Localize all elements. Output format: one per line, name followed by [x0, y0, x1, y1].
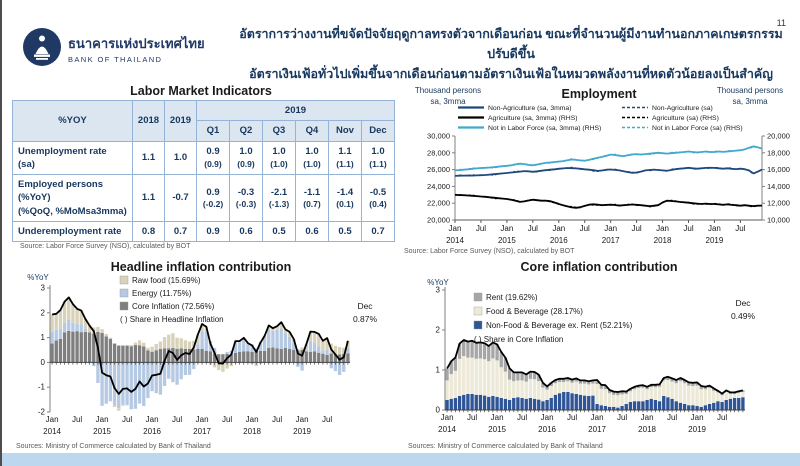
table-cell: 0.5 — [263, 222, 296, 242]
bank-logo — [22, 27, 62, 72]
bank-name-block — [68, 33, 205, 64]
svg-text:Not in Labor Force (sa) (RHS): Not in Labor Force (sa) (RHS) — [652, 125, 743, 132]
svg-text:28,000: 28,000 — [427, 148, 450, 158]
table-cell: 0.8 — [133, 222, 165, 242]
svg-text:Non-Agriculture (sa, 3mma): Non-Agriculture (sa, 3mma) — [488, 105, 572, 112]
table-title: Labor Market Indicators — [130, 84, 272, 98]
slide-title-line1: อัตราการว่างงานที่ขจัดปัจจัยฤดูกาลทรงตัวจากเดือนก่อน ขณะที่จำนวนผู้มีงานทำนอกภาคเกษตรกรรมปรับดีขึ้น — [239, 27, 783, 61]
svg-text:Jul: Jul — [716, 413, 728, 422]
table-cell: -1.1 (0.7) — [296, 175, 329, 222]
svg-text:%YoY: %YoY — [27, 273, 49, 282]
svg-text:2019: 2019 — [293, 427, 311, 436]
svg-text:Energy (11.75%): Energy (11.75%) — [132, 289, 192, 298]
svg-text:Jan: Jan — [640, 413, 654, 422]
svg-text:Jul: Jul — [566, 413, 578, 422]
svg-text:3: 3 — [40, 283, 45, 293]
svg-text:12,000: 12,000 — [767, 198, 790, 208]
col-header-q4: Q4 — [296, 121, 329, 141]
svg-text:Jan: Jan — [245, 415, 259, 424]
svg-text:Jan: Jan — [195, 415, 209, 424]
svg-text:2018: 2018 — [243, 427, 261, 436]
svg-text:Jan: Jan — [440, 413, 454, 422]
svg-text:0: 0 — [40, 357, 45, 367]
svg-text:20,000: 20,000 — [767, 131, 790, 141]
svg-text:16,000: 16,000 — [767, 165, 790, 175]
row-label: Underemployment rate — [13, 222, 133, 242]
svg-text:0.87%: 0.87% — [352, 314, 378, 324]
svg-text:2016: 2016 — [538, 425, 556, 434]
svg-text:Jan: Jan — [540, 413, 554, 422]
svg-text:2: 2 — [435, 325, 440, 335]
employment-chart — [400, 98, 798, 250]
svg-text:Jan: Jan — [145, 415, 159, 424]
svg-text:Agriculture (sa) (RHS): Agriculture (sa) (RHS) — [652, 115, 719, 122]
table-cell: 0.7 — [362, 222, 395, 242]
table-cell: -0.5 (0.4) — [362, 175, 395, 222]
svg-text:Dec: Dec — [357, 301, 373, 311]
svg-text:1: 1 — [40, 333, 45, 343]
svg-text:2014: 2014 — [438, 425, 456, 434]
employment-right-axis-unit: Thousand persons sa, 3mma — [716, 86, 784, 106]
svg-text:%YoY: %YoY — [427, 278, 449, 287]
svg-text:2018: 2018 — [653, 236, 672, 245]
table-cell: -2.1 (-1.3) — [263, 175, 296, 222]
svg-text:Rent (19.62%): Rent (19.62%) — [486, 293, 538, 302]
svg-text:2: 2 — [40, 308, 45, 318]
svg-text:Jul: Jul — [683, 224, 694, 233]
table-cell: 0.9 (-0.2) — [197, 175, 230, 222]
svg-text:Jan: Jan — [690, 413, 704, 422]
table-cell: 1.1 — [133, 141, 165, 175]
core-inflation-chart-title: Core inflation contribution — [520, 260, 678, 274]
table-cell: -1.4 (0.1) — [329, 175, 362, 222]
table-cell: 1.0 (1.0) — [263, 141, 296, 175]
svg-text:2018: 2018 — [638, 425, 656, 434]
svg-text:Jan: Jan — [656, 224, 670, 233]
core-inflation-chart — [400, 252, 798, 442]
col-header-q3: Q3 — [263, 121, 296, 141]
table-cell: 1.0 (1.0) — [296, 141, 329, 175]
svg-text:( ) Share in Headline Inflatio: ( ) Share in Headline Inflation — [120, 315, 224, 324]
svg-text:Jan: Jan — [448, 224, 462, 233]
table-row — [13, 222, 395, 242]
svg-text:Jul: Jul — [735, 224, 746, 233]
svg-text:2015: 2015 — [93, 427, 111, 436]
headline-inflation-chart — [5, 252, 397, 442]
svg-text:Jul: Jul — [579, 224, 590, 233]
table-cell: -0.3 (-0.3) — [230, 175, 263, 222]
svg-text:Jan: Jan — [604, 224, 618, 233]
bank-name-english: BANK OF THAILAND — [68, 55, 163, 64]
svg-text:Jan: Jan — [707, 224, 721, 233]
svg-text:Jul: Jul — [466, 413, 478, 422]
svg-text:Jan: Jan — [590, 413, 604, 422]
table-source: Source: Labor Force Survey (NSO), calculated by BOT — [20, 243, 191, 250]
svg-text:2015: 2015 — [497, 236, 516, 245]
svg-text:Jul: Jul — [666, 413, 678, 422]
svg-text:Jul: Jul — [121, 415, 133, 424]
col-header-dec: Dec — [362, 121, 395, 141]
col-header-yoy: %YOY — [13, 101, 133, 142]
svg-text:Jul: Jul — [616, 413, 628, 422]
table-cell: 1.0 (0.9) — [230, 141, 263, 175]
svg-text:Jul: Jul — [221, 415, 233, 424]
table-cell: 1.0 (1.1) — [362, 141, 395, 175]
employment-chart-source: Source: Labor Force Survey (NSO), calculated by BOT — [404, 248, 575, 255]
core-inflation-source: Sources: Ministry of Commerce calculated by Bank of Thailand — [408, 443, 603, 450]
svg-text:14,000: 14,000 — [767, 181, 790, 191]
table-row — [13, 141, 395, 175]
row-label: Employed persons (%YoY) (%QoQ, %MoMsa3mma) — [13, 175, 133, 222]
svg-text:Not in Labor Force (sa, 3mma): Not in Labor Force (sa, 3mma) (RHS) — [488, 125, 602, 132]
svg-text:10,000: 10,000 — [767, 215, 790, 225]
headline-inflation-source: Sources: Ministry of Commerce calculated by Bank of Thailand — [16, 443, 211, 450]
svg-text:Jan: Jan — [295, 415, 309, 424]
labor-market-table — [12, 100, 395, 242]
svg-text:Food & Beverage (28.17%): Food & Beverage (28.17%) — [486, 307, 583, 316]
svg-text:Jan: Jan — [552, 224, 566, 233]
svg-text:Jan: Jan — [45, 415, 59, 424]
svg-text:Core Inflation (72.56%): Core Inflation (72.56%) — [132, 302, 215, 311]
svg-text:2016: 2016 — [549, 236, 568, 245]
slide-title — [232, 24, 790, 84]
svg-text:Jan: Jan — [95, 415, 109, 424]
bank-name-thai: ธนาคารแห่งประเทศไทย — [68, 36, 205, 51]
bot-seal-icon — [22, 27, 62, 67]
svg-text:2019: 2019 — [688, 425, 706, 434]
row-label: Unemployment rate (sa) — [13, 141, 133, 175]
svg-text:Jul: Jul — [321, 415, 333, 424]
table-cell: 0.9 — [197, 222, 230, 242]
svg-text:2017: 2017 — [193, 427, 211, 436]
svg-text:Non-Food & Beverage ex. Rent (: Non-Food & Beverage ex. Rent (52.21%) — [486, 321, 633, 330]
table-cell: -0.7 — [165, 175, 197, 222]
svg-text:Jul: Jul — [527, 224, 538, 233]
table-cell: 0.9 (0.9) — [197, 141, 230, 175]
svg-text:24,000: 24,000 — [427, 181, 450, 191]
table-cell: 0.6 — [230, 222, 263, 242]
col-header-q1: Q1 — [197, 121, 230, 141]
svg-text:Jan: Jan — [500, 224, 514, 233]
svg-text:Jul: Jul — [475, 224, 487, 233]
employment-chart-title: Employment — [561, 87, 637, 101]
svg-text:Jul: Jul — [631, 224, 642, 233]
svg-text:Jul: Jul — [271, 415, 283, 424]
table-cell: 1.1 (1.1) — [329, 141, 362, 175]
svg-text:Jul: Jul — [171, 415, 183, 424]
svg-text:( ) Share in Core Inflation: ( ) Share in Core Inflation — [474, 335, 564, 344]
svg-text:18,000: 18,000 — [767, 148, 790, 158]
svg-text:2015: 2015 — [488, 425, 506, 434]
svg-text:Agriculture (sa, 3mma) (RHS): Agriculture (sa, 3mma) (RHS) — [488, 115, 578, 122]
svg-text:Raw food (15.69%): Raw food (15.69%) — [132, 276, 201, 285]
svg-text:Dec: Dec — [735, 298, 751, 308]
col-header-2019: 2019 — [165, 101, 197, 142]
svg-text:22,000: 22,000 — [427, 198, 450, 208]
table-cell: 1.0 — [165, 141, 197, 175]
bottom-accent-strip — [2, 453, 800, 466]
svg-text:-1: -1 — [37, 382, 45, 392]
svg-text:26,000: 26,000 — [427, 165, 450, 175]
col-header-q2: Q2 — [230, 121, 263, 141]
col-header-2019-group: 2019 — [197, 101, 395, 121]
svg-text:Jul: Jul — [516, 413, 528, 422]
svg-text:2017: 2017 — [601, 236, 620, 245]
headline-inflation-chart-title: Headline inflation contribution — [110, 260, 292, 274]
employment-left-axis-unit: Thousand persons sa, 3mma — [414, 86, 482, 106]
svg-text:-2: -2 — [37, 407, 45, 417]
table-cell: 0.5 — [329, 222, 362, 242]
svg-text:1: 1 — [435, 365, 440, 375]
col-header-nov: Nov — [329, 121, 362, 141]
table-row — [13, 175, 395, 222]
svg-text:2014: 2014 — [43, 427, 61, 436]
svg-text:2014: 2014 — [446, 236, 464, 245]
svg-text:3: 3 — [435, 285, 440, 295]
svg-text:2019: 2019 — [705, 236, 724, 245]
slide-title-line2: อัตราเงินเฟ้อทั่วไปเพิ่มขึ้นจากเดือนก่อนตามอัตราเงินเฟ้อในหมวดพลังงานที่หดตัวน้อยลงเป็นสำคัญ — [249, 67, 773, 81]
svg-text:20,000: 20,000 — [427, 215, 450, 225]
svg-text:Non-Agriculture (sa): Non-Agriculture (sa) — [652, 105, 713, 112]
svg-text:2017: 2017 — [588, 425, 606, 434]
table-cell: 1.1 — [133, 175, 165, 222]
svg-text:30,000: 30,000 — [427, 131, 450, 141]
svg-text:Jul: Jul — [71, 415, 83, 424]
table-cell: 0.6 — [296, 222, 329, 242]
svg-text:0: 0 — [435, 405, 440, 415]
svg-text:Jan: Jan — [490, 413, 504, 422]
svg-text:0.49%: 0.49% — [730, 311, 756, 321]
window-left-edge — [0, 0, 2, 466]
col-header-2018: 2018 — [133, 101, 165, 142]
table-cell: 0.7 — [165, 222, 197, 242]
svg-text:2016: 2016 — [143, 427, 161, 436]
page-number: 11 — [776, 18, 786, 28]
